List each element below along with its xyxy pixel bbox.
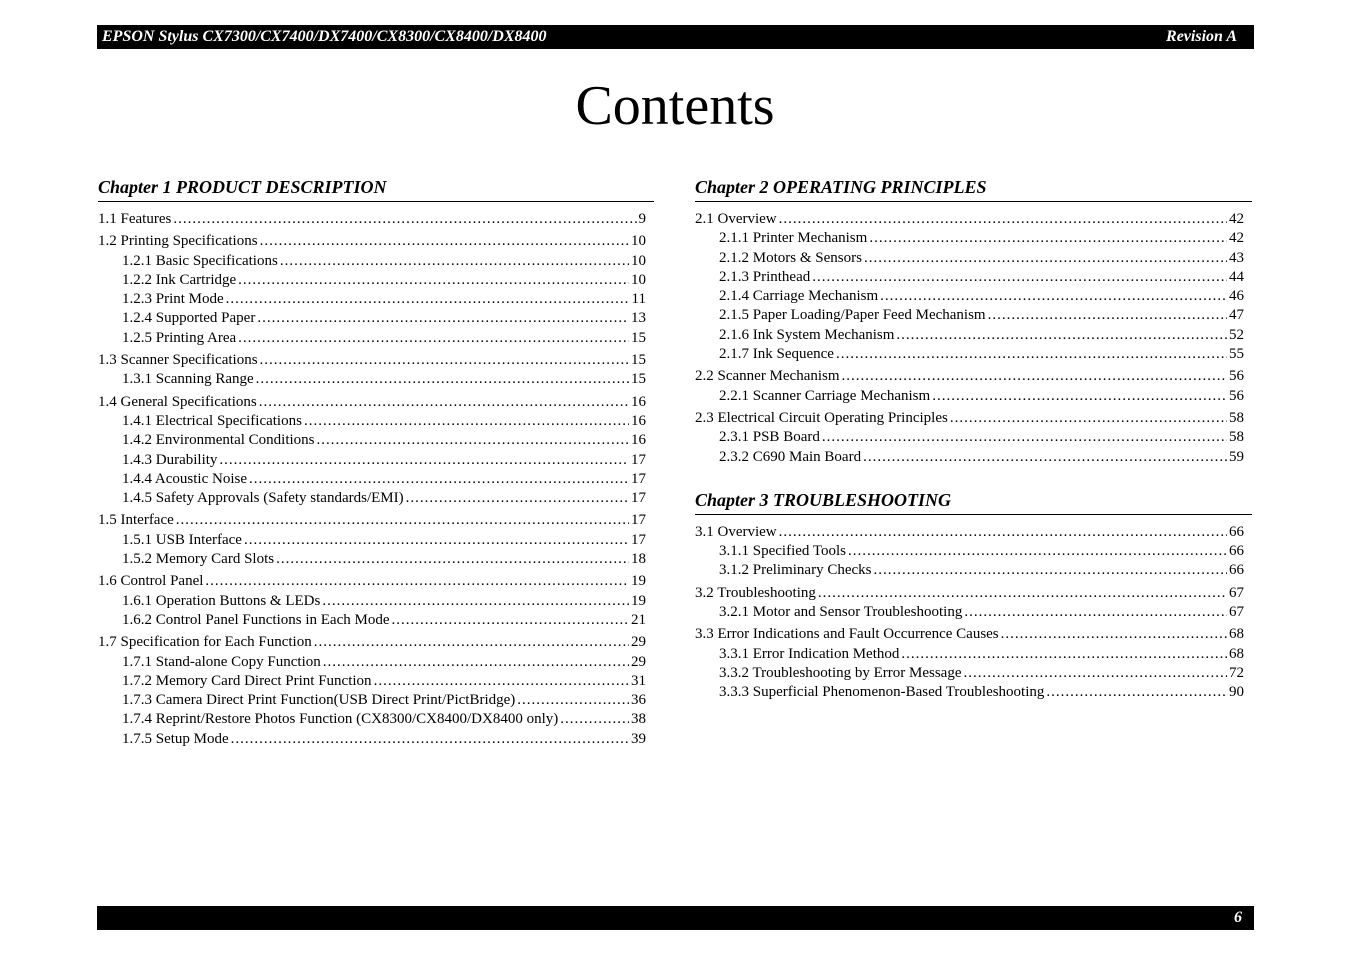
toc-entry-page: 29 xyxy=(631,653,646,670)
dot-leader xyxy=(176,511,629,530)
toc-subsection-entry[interactable] xyxy=(695,542,1252,561)
toc-entry-page: 90 xyxy=(1229,684,1244,701)
toc-entry-title: 1.4.1 Electrical Specifications xyxy=(122,412,302,429)
toc-entry-page: 67 xyxy=(1229,584,1244,601)
toc-subsection-entry[interactable] xyxy=(98,672,654,691)
toc-subsection-entry[interactable] xyxy=(98,431,654,450)
toc-entry-title: 1.4.5 Safety Approvals (Safety standards/EMI) xyxy=(122,490,404,507)
toc-entry-page: 18 xyxy=(631,551,646,568)
dot-leader xyxy=(1001,625,1227,644)
dot-leader xyxy=(406,489,629,508)
toc-entry-title: 1.4.3 Durability xyxy=(122,451,218,468)
toc-subsection-entry[interactable] xyxy=(695,268,1252,287)
toc-subsection-entry[interactable] xyxy=(695,306,1252,325)
dot-leader xyxy=(314,633,629,652)
chapter-block xyxy=(695,174,1252,467)
dot-leader xyxy=(260,351,629,370)
chapter-heading[interactable]: Chapter 1 PRODUCT DESCRIPTION xyxy=(98,174,654,202)
toc-entry-title: 1.5.1 USB Interface xyxy=(122,531,242,548)
toc-entry-title: 2.2 Scanner Mechanism xyxy=(695,368,840,385)
toc-entry-page: 11 xyxy=(631,291,646,308)
toc-subsection-entry[interactable] xyxy=(695,345,1252,364)
toc-subsection-entry[interactable] xyxy=(98,470,654,489)
toc-section-group xyxy=(98,393,654,509)
toc-subsection-entry[interactable] xyxy=(98,653,654,672)
toc-entry-page: 19 xyxy=(631,573,646,590)
toc-entry-title: 1.2 Printing Specifications xyxy=(98,233,258,250)
dot-leader xyxy=(863,448,1227,467)
toc-entry-title: 2.1.5 Paper Loading/Paper Feed Mechanism xyxy=(719,307,986,324)
toc-entry-title: 1.6.1 Operation Buttons & LEDs xyxy=(122,592,321,609)
toc-subsection-entry[interactable] xyxy=(695,326,1252,345)
dot-leader xyxy=(822,428,1227,447)
toc-column-left xyxy=(98,174,654,749)
toc-entry-page: 42 xyxy=(1229,211,1244,227)
toc-column-right xyxy=(695,174,1252,703)
toc-subsection-entry[interactable] xyxy=(98,412,654,431)
toc-entry-title: 2.1.6 Ink System Mechanism xyxy=(719,326,895,343)
toc-section-group xyxy=(695,409,1252,467)
dot-leader xyxy=(869,229,1227,248)
dot-leader xyxy=(864,249,1227,268)
toc-entry-title: 2.1.1 Printer Mechanism xyxy=(719,230,868,247)
toc-entry-title: 3.1.2 Preliminary Checks xyxy=(719,562,872,579)
dot-leader xyxy=(842,367,1227,386)
toc-subsection-entry[interactable] xyxy=(695,664,1252,683)
toc-section-entry[interactable] xyxy=(98,633,654,652)
dot-leader xyxy=(848,542,1227,561)
toc-entry-title: 1.1 Features xyxy=(98,211,172,227)
toc-entry-page: 52 xyxy=(1229,326,1244,343)
dot-leader xyxy=(322,592,629,611)
toc-subsection-entry[interactable] xyxy=(98,691,654,710)
toc-entry-title: 1.2.4 Supported Paper xyxy=(122,310,256,327)
dot-leader xyxy=(238,271,629,290)
toc-entry-page: 68 xyxy=(1229,626,1244,643)
toc-entry-page: 15 xyxy=(631,371,646,388)
toc-entry-page: 43 xyxy=(1229,249,1244,266)
toc-entry-page: 68 xyxy=(1229,645,1244,662)
dot-leader xyxy=(964,664,1228,683)
toc-entry-page: 46 xyxy=(1229,288,1244,305)
toc-subsection-entry[interactable] xyxy=(695,229,1252,248)
toc-entry-page: 17 xyxy=(631,490,646,507)
toc-section-group xyxy=(98,232,654,348)
dot-leader xyxy=(304,412,629,431)
dot-leader xyxy=(249,470,629,489)
toc-section-entry[interactable] xyxy=(98,351,654,370)
dot-leader xyxy=(818,584,1227,603)
toc-subsection-entry[interactable] xyxy=(695,448,1252,467)
toc-subsection-entry[interactable] xyxy=(98,550,654,569)
dot-leader xyxy=(964,603,1227,622)
toc-entry-title: 2.3 Electrical Circuit Operating Principles xyxy=(695,409,948,426)
toc-subsection-entry[interactable] xyxy=(98,489,654,508)
toc-entry-title: 3.1.1 Specified Tools xyxy=(719,543,846,560)
dot-leader xyxy=(205,572,629,591)
dot-leader xyxy=(880,287,1227,306)
toc-entry-title: 1.2.5 Printing Area xyxy=(122,329,237,346)
toc-subsection-entry[interactable] xyxy=(98,710,654,729)
toc-entry-page: 17 xyxy=(631,451,646,468)
toc-entry-page: 19 xyxy=(631,592,646,609)
toc-entry-page: 21 xyxy=(631,611,646,628)
toc-section-group xyxy=(695,584,1252,623)
chapter-heading[interactable]: Chapter 2 OPERATING PRINCIPLES xyxy=(695,174,1252,202)
page-title: Contents xyxy=(575,75,775,137)
toc-entry-title: 1.3 Scanner Specifications xyxy=(98,352,258,369)
dot-leader xyxy=(259,393,629,412)
toc-entry-title: 2.1.3 Printhead xyxy=(719,268,811,285)
dot-leader xyxy=(226,290,630,309)
toc-entry-title: 1.5 Interface xyxy=(98,512,174,529)
toc-section-entry[interactable] xyxy=(695,584,1252,603)
toc-entry-page: 38 xyxy=(631,711,646,728)
toc-entry-title: 1.2.1 Basic Specifications xyxy=(122,252,278,269)
toc-entry-title: 3.1 Overview xyxy=(695,523,777,540)
toc-subsection-entry[interactable] xyxy=(695,645,1252,664)
dot-leader xyxy=(779,210,1227,229)
toc-entry-page: 17 xyxy=(631,470,646,487)
dot-leader xyxy=(244,531,629,550)
dot-leader xyxy=(873,561,1227,580)
toc-entry-title: 1.3.1 Scanning Range xyxy=(122,371,254,388)
toc-entry-page: 17 xyxy=(631,531,646,548)
toc-entry-title: 1.4.2 Environmental Conditions xyxy=(122,432,315,449)
document-title: EPSON Stylus CX7300/CX7400/DX7400/CX8300/CX8400/DX8400 xyxy=(102,28,547,45)
toc-subsection-entry[interactable] xyxy=(98,592,654,611)
toc-entry-page: 47 xyxy=(1229,307,1244,324)
toc-subsection-entry[interactable] xyxy=(98,271,654,290)
toc-entry-title: 2.3.1 PSB Board xyxy=(719,429,820,446)
dot-leader xyxy=(276,550,629,569)
dot-leader xyxy=(238,329,629,348)
toc-entry-title: 1.7.2 Memory Card Direct Print Function xyxy=(122,672,372,689)
toc-section-group xyxy=(98,511,654,569)
dot-leader xyxy=(560,710,629,729)
toc-entry-page: 67 xyxy=(1229,604,1244,621)
toc-section-entry[interactable] xyxy=(695,367,1252,386)
toc-entry-title: 1.7.5 Setup Mode xyxy=(122,730,229,747)
toc-subsection-entry[interactable] xyxy=(695,603,1252,622)
toc-entry-title: 3.3 Error Indications and Fault Occurrence Causes xyxy=(695,626,999,643)
toc-subsection-entry[interactable] xyxy=(98,290,654,309)
dot-leader xyxy=(391,611,629,630)
toc-entry-page: 56 xyxy=(1229,387,1244,404)
toc-entry-title: 1.4.4 Acoustic Noise xyxy=(122,470,247,487)
header-bar xyxy=(97,25,1254,49)
dot-leader xyxy=(173,210,636,229)
toc-section-entry[interactable] xyxy=(695,210,1252,229)
toc-entry-title: 2.1 Overview xyxy=(695,211,777,227)
toc-section-group xyxy=(98,210,654,229)
dot-leader xyxy=(323,653,629,672)
dot-leader xyxy=(374,672,629,691)
toc-entry-page: 31 xyxy=(631,672,646,689)
chapter-block xyxy=(98,174,654,749)
dot-leader xyxy=(317,431,630,450)
toc-entry-page: 59 xyxy=(1229,448,1244,465)
toc-entry-title: 3.2.1 Motor and Sensor Troubleshooting xyxy=(719,604,963,621)
toc-entry-title: 1.4 General Specifications xyxy=(98,393,257,410)
dot-leader xyxy=(280,252,629,271)
toc-section-entry[interactable] xyxy=(98,232,654,251)
toc-entry-page: 66 xyxy=(1229,562,1244,579)
toc-entry-title: 2.1.4 Carriage Mechanism xyxy=(719,288,879,305)
dot-leader xyxy=(896,326,1227,345)
toc-entry-title: 1.7.1 Stand-alone Copy Function xyxy=(122,653,321,670)
dot-leader xyxy=(901,645,1227,664)
toc-subsection-entry[interactable] xyxy=(98,252,654,271)
chapter-heading[interactable]: Chapter 3 TROUBLESHOOTING xyxy=(695,487,1252,515)
toc-section-entry[interactable] xyxy=(695,625,1252,644)
toc-entry-title: 1.7 Specification for Each Function xyxy=(98,634,312,651)
toc-subsection-entry[interactable] xyxy=(695,387,1252,406)
toc-subsection-entry[interactable] xyxy=(98,329,654,348)
toc-entry-title: 2.2.1 Scanner Carriage Mechanism xyxy=(719,387,931,404)
toc-entry-page: 58 xyxy=(1229,409,1244,426)
toc-subsection-entry[interactable] xyxy=(98,309,654,328)
toc-entry-title: 2.1.7 Ink Sequence xyxy=(719,346,834,363)
toc-entry-page: 15 xyxy=(631,329,646,346)
toc-entry-title: 1.6.2 Control Panel Functions in Each Mode xyxy=(122,611,390,628)
toc-subsection-entry[interactable] xyxy=(98,451,654,470)
footer-bar xyxy=(97,906,1254,930)
dot-leader xyxy=(932,387,1227,406)
toc-entry-title: 3.2 Troubleshooting xyxy=(695,584,816,601)
dot-leader xyxy=(256,370,629,389)
toc-entry-page: 66 xyxy=(1229,543,1244,560)
revision-label: Revision A xyxy=(1166,28,1237,45)
chapter-block xyxy=(695,487,1252,703)
toc-entry-page: 15 xyxy=(631,352,646,369)
toc-section-group xyxy=(98,572,654,630)
toc-entry-page: 13 xyxy=(631,310,646,327)
toc-entry-page: 42 xyxy=(1229,230,1244,247)
toc-subsection-entry[interactable] xyxy=(695,683,1252,702)
toc-entry-title: 1.2.3 Print Mode xyxy=(122,291,224,308)
toc-section-group xyxy=(98,633,654,749)
dot-leader xyxy=(836,345,1227,364)
toc-subsection-entry[interactable] xyxy=(98,370,654,389)
toc-entry-page: 58 xyxy=(1229,429,1244,446)
toc-entry-page: 44 xyxy=(1229,268,1244,285)
toc-entry-page: 9 xyxy=(638,211,646,227)
toc-section-group xyxy=(695,625,1252,702)
toc-subsection-entry[interactable] xyxy=(695,287,1252,306)
toc-section-entry[interactable] xyxy=(98,393,654,412)
toc-entry-page: 16 xyxy=(631,432,646,449)
toc-subsection-entry[interactable] xyxy=(98,611,654,630)
toc-entry-page: 72 xyxy=(1229,664,1244,681)
toc-section-entry[interactable] xyxy=(98,511,654,530)
dot-leader xyxy=(779,523,1227,542)
toc-subsection-entry[interactable] xyxy=(695,561,1252,580)
dot-leader xyxy=(219,451,629,470)
toc-entry-page: 55 xyxy=(1229,346,1244,363)
toc-entry-page: 29 xyxy=(631,634,646,651)
toc-entry-title: 3.3.3 Superficial Phenomenon-Based Troubleshooting xyxy=(719,684,1045,701)
toc-subsection-entry[interactable] xyxy=(695,249,1252,268)
dot-leader xyxy=(988,306,1227,325)
toc-entry-title: 1.7.3 Camera Direct Print Function(USB Direct Print/PictBridge) xyxy=(122,692,516,709)
toc-entry-page: 16 xyxy=(631,393,646,410)
toc-section-group xyxy=(695,210,1252,364)
toc-section-group xyxy=(695,367,1252,406)
toc-entry-title: 1.6 Control Panel xyxy=(98,573,204,590)
dot-leader xyxy=(950,409,1227,428)
toc-entry-title: 3.3.1 Error Indication Method xyxy=(719,645,900,662)
toc-entry-title: 1.5.2 Memory Card Slots xyxy=(122,551,275,568)
toc-entry-page: 36 xyxy=(631,692,646,709)
toc-entry-title: 1.2.2 Ink Cartridge xyxy=(122,271,237,288)
toc-entry-page: 66 xyxy=(1229,523,1244,540)
toc-entry-page: 56 xyxy=(1229,368,1244,385)
toc-section-group xyxy=(695,523,1252,581)
toc-subsection-entry[interactable] xyxy=(695,428,1252,447)
toc-section-entry[interactable] xyxy=(98,210,654,229)
toc-entry-page: 10 xyxy=(631,271,646,288)
toc-section-entry[interactable] xyxy=(98,572,654,591)
toc-entry-title: 2.1.2 Motors & Sensors xyxy=(719,249,862,266)
page-number: 6 xyxy=(1234,909,1242,926)
toc-subsection-entry[interactable] xyxy=(98,730,654,749)
dot-leader xyxy=(260,232,629,251)
toc-section-entry[interactable] xyxy=(695,409,1252,428)
dot-leader xyxy=(1046,683,1227,702)
toc-entry-page: 16 xyxy=(631,412,646,429)
dot-leader xyxy=(257,309,629,328)
toc-entry-title: 1.7.4 Reprint/Restore Photos Function (CX8300/CX8400/DX8400 only) xyxy=(122,711,559,728)
toc-entry-page: 10 xyxy=(631,233,646,250)
toc-entry-page: 39 xyxy=(631,730,646,747)
toc-section-group xyxy=(98,351,654,390)
toc-entry-page: 10 xyxy=(631,252,646,269)
toc-entry-title: 3.3.2 Troubleshooting by Error Message xyxy=(719,664,962,681)
dot-leader xyxy=(812,268,1227,287)
dot-leader xyxy=(517,691,629,710)
toc-subsection-entry[interactable] xyxy=(98,531,654,550)
toc-entry-title: 2.3.2 C690 Main Board xyxy=(719,448,862,465)
dot-leader xyxy=(231,730,629,749)
toc-entry-page: 17 xyxy=(631,512,646,529)
toc-section-entry[interactable] xyxy=(695,523,1252,542)
